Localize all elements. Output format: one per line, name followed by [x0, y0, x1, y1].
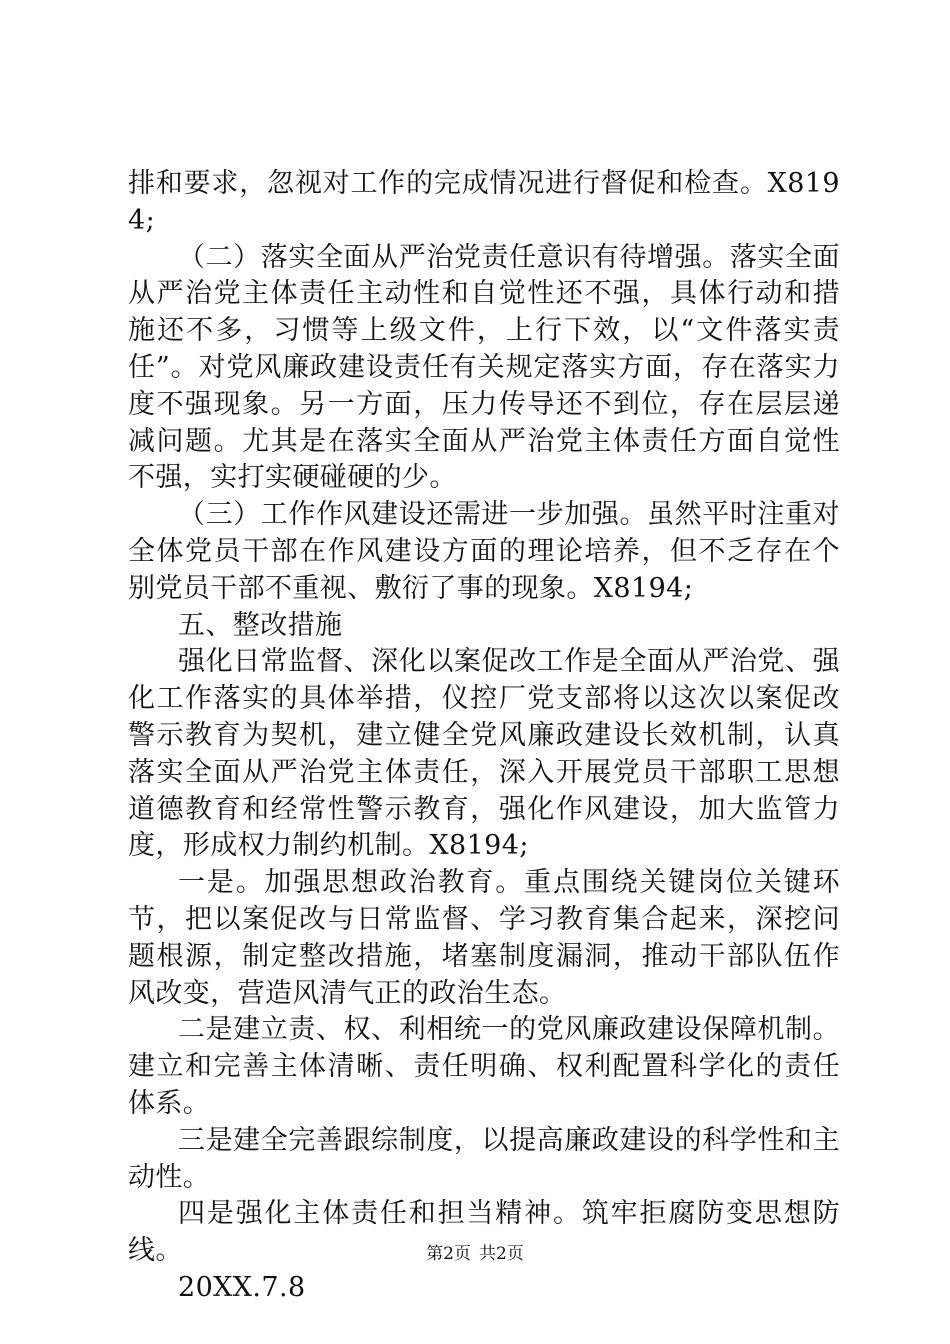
paragraph-measure-three: 三是建全完善跟综制度，以提高廉政建设的科学性和主动性。	[128, 1124, 840, 1193]
heading-rectification-measures: 五、整改措施	[178, 609, 343, 641]
paragraph-measures-intro: 强化日常监督、深化以案促改工作是全面从严治党、强化工作落实的具体举措，仪控厂党支部将以这次以案促改警示教育为契机，建立健全党风廉政建设长效机制，认真落实全面从严治党主体责任，深入开展党员干部职工思想道德教育和经常性警示教育，强化作风建设，加大监管力度，形成权力制约机制。X8194;	[128, 646, 840, 862]
page-number-current: 第2页	[426, 1244, 471, 1264]
paragraph-measure-two: 二是建立责、权、利相统一的党风廉政建设保障机制。建立和完善主体清晰、责任明确、权利配置科学化的责任体系。	[128, 1014, 840, 1119]
paragraph-continuation: 排和要求，忽视对工作的完成情况进行督促和检查。X8194;	[128, 168, 840, 236]
document-body	[128, 166, 840, 1307]
page-number-total: 共2页	[479, 1244, 524, 1264]
paragraph-section-three: （三）工作作风建设还需进一步加强。虽然平时注重对全体党员干部在作风建设方面的理论培养，但不乏存在个别党员干部不重视、敷衍了事的现象。X8194;	[128, 499, 840, 604]
paragraph-measure-one: 一是。加强思想政治教育。重点围绕关键岗位关键环节，把以案促改与日常监督、学习教育集合起来，深挖问题根源，制定整改措施，堵塞制度漏洞，推动干部队伍作风改变，营造风清气正的政治生态。	[128, 867, 840, 1009]
paragraph-measure-four: 四是强化主体责任和担当精神。筑牢拒腐防变思想防线。	[128, 1198, 840, 1267]
page-footer	[0, 1242, 950, 1266]
paragraph-section-two: （二）落实全面从严治党责任意识有待增强。落实全面从严治党主体责任主动性和自觉性还不强，具体行动和措施还不多，习惯等上级文件，上行下效，以“文件落实责任”。对党风廉政建设责任有关规定落实方面，存在落实力度不强现象。另一方面，压力传导还不到位，存在层层递减问题。尤其是在落实全面从严治党主体责任方面自觉性不强，实打实硬碰硬的少。	[128, 241, 840, 494]
document-date: 20XX.7.8	[178, 1271, 306, 1303]
